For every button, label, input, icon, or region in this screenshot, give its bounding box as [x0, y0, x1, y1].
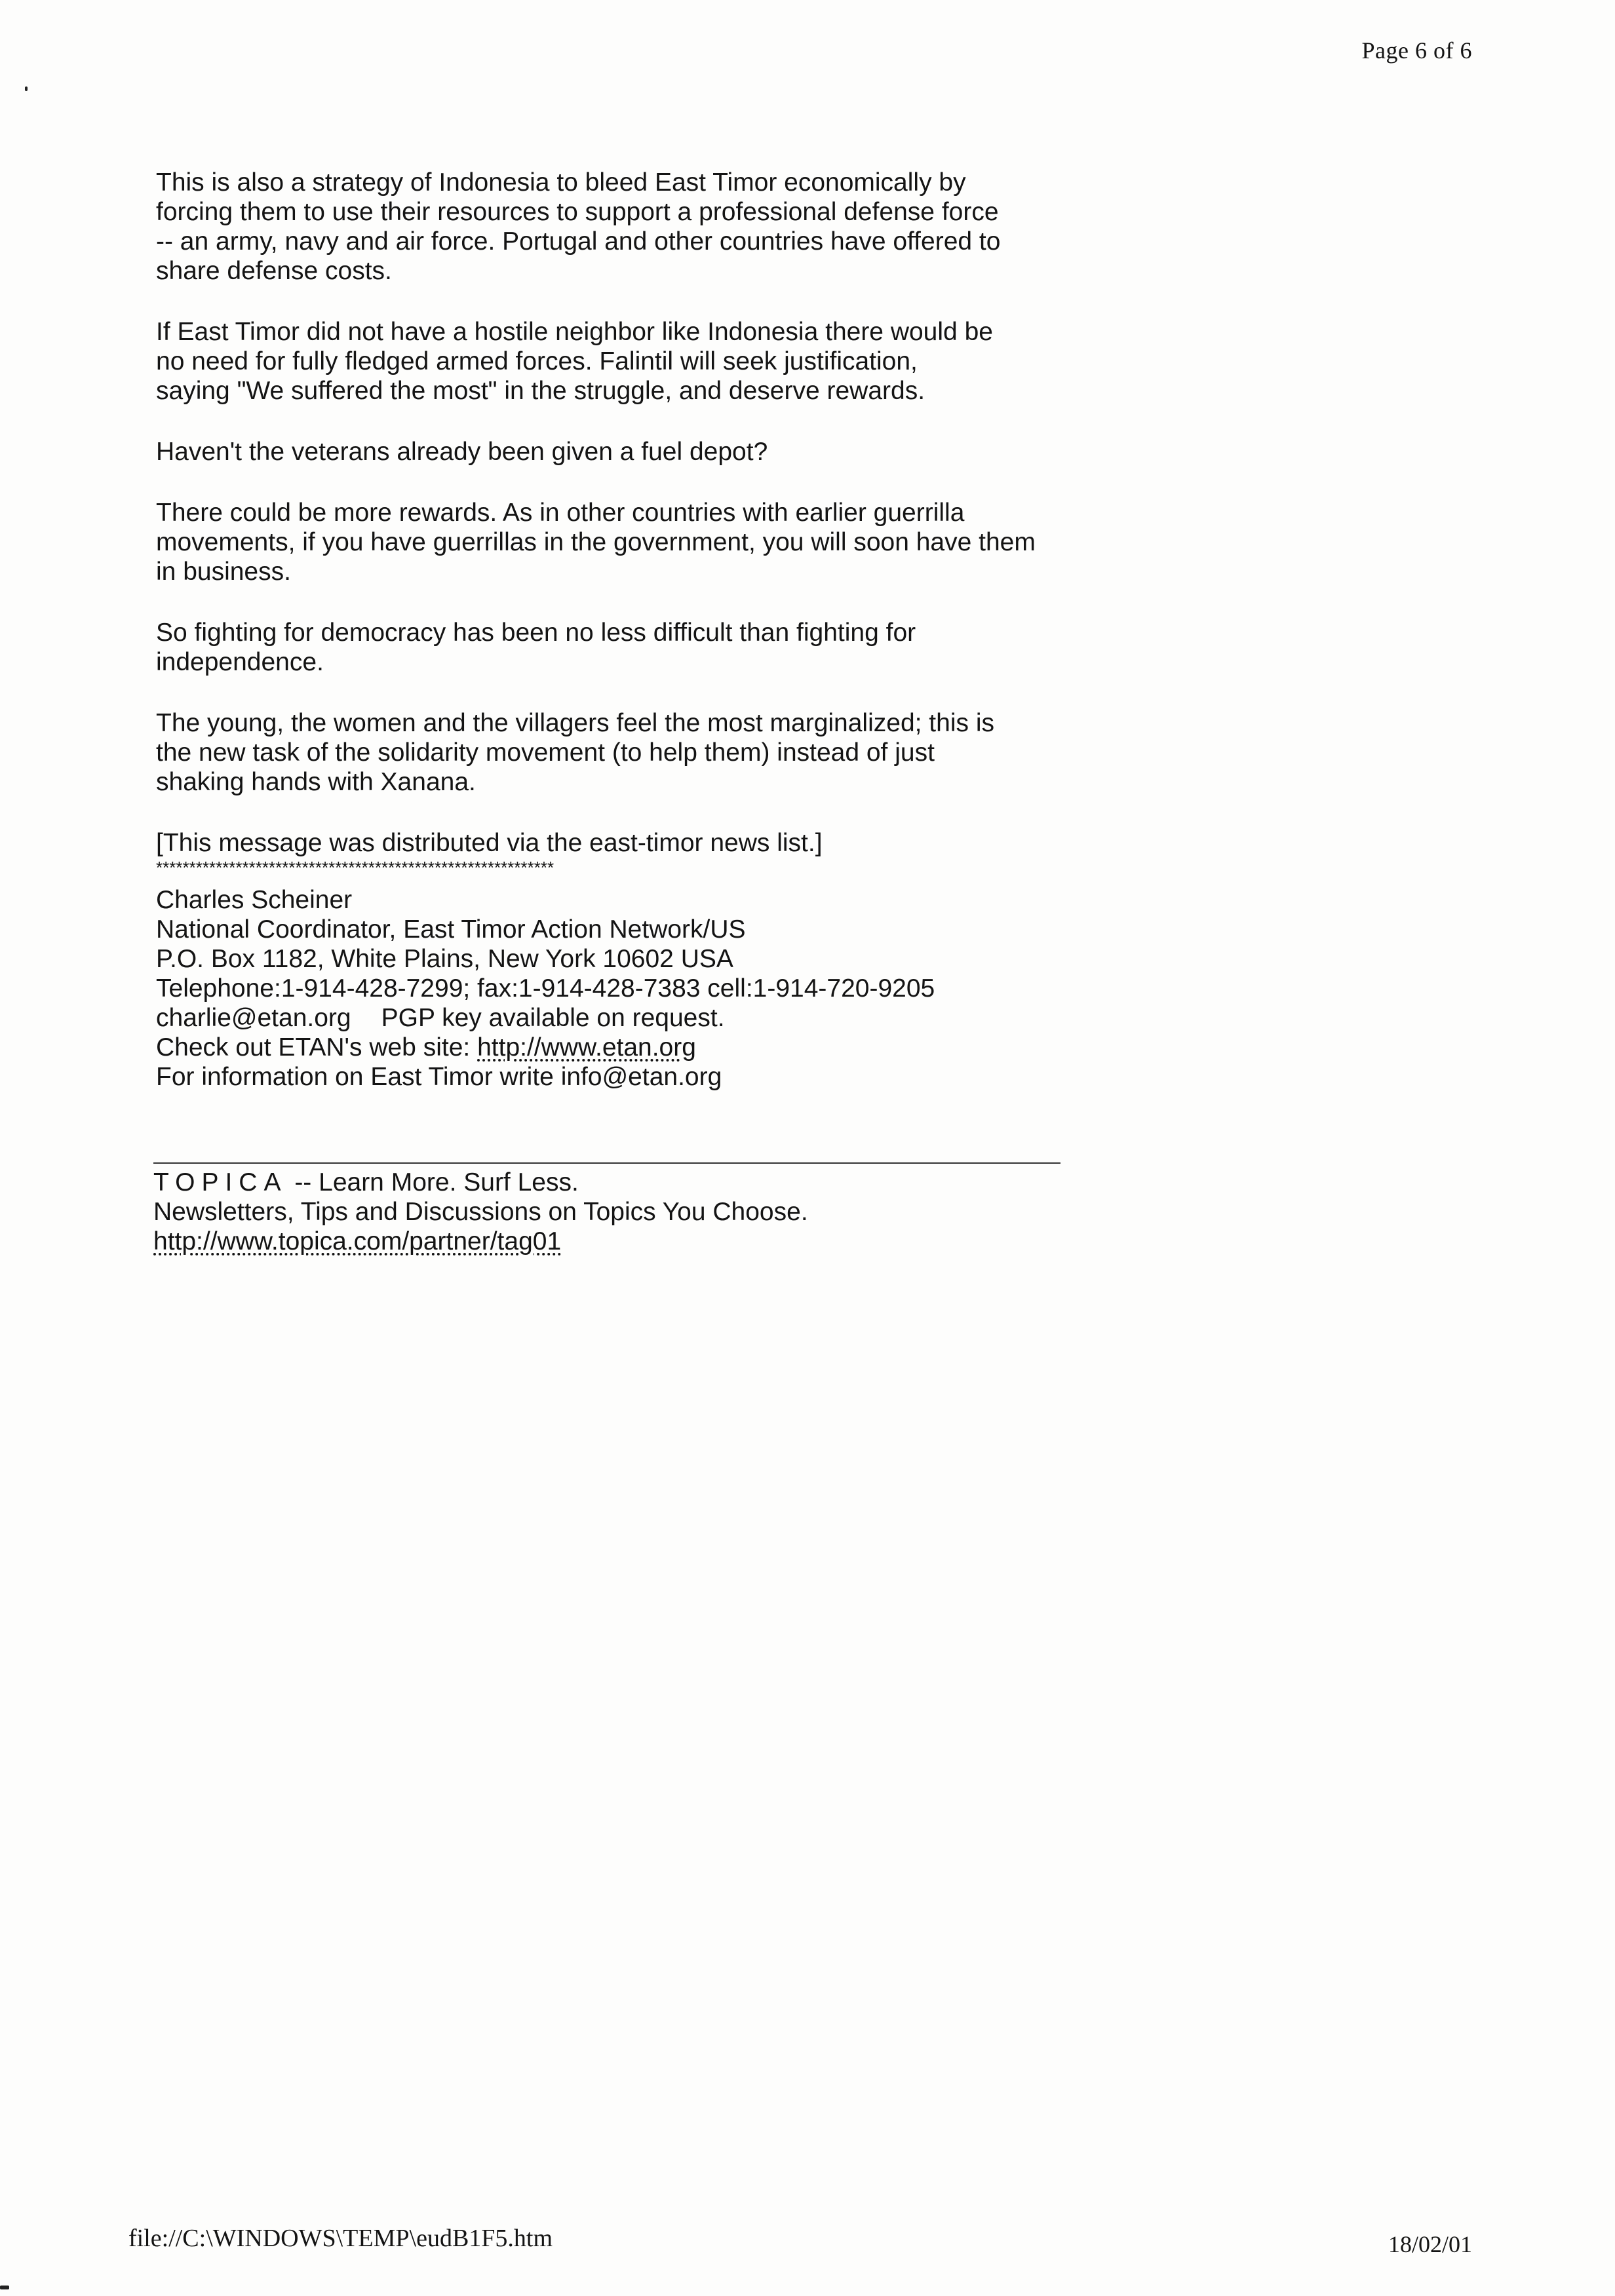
paragraph-4: There could be more rewards. As in other countries with earlier guerrilla movements, if you have guerrillas in the government, you will soon have them in business.	[156, 499, 1036, 586]
signature-name: Charles Scheiner	[156, 886, 353, 914]
paragraph-3: Haven't the veterans already been given a fuel depot?	[156, 438, 768, 466]
topica-brand: TOPICA	[153, 1168, 288, 1196]
signature-pgp: PGP key available on request.	[381, 1004, 725, 1032]
message-body	[156, 168, 1139, 1092]
scan-edge-mark	[0, 2286, 9, 2289]
page-number: Page 6 of 6	[1361, 37, 1472, 64]
distribution-note: [This message was distributed via the east-timor news list.]	[156, 829, 823, 857]
signature-email[interactable]: charlie@etan.org	[156, 1004, 351, 1032]
topica-ad	[153, 1162, 1137, 1256]
signature-website-line	[156, 1033, 1139, 1062]
signature-website-prefix: Check out ETAN's web site:	[156, 1033, 478, 1062]
paragraph-6: The young, the women and the villagers feel the most marginalized; this is the new task of the solidarity movement (to help them) instead of just shaking hands with Xanana.	[156, 709, 995, 796]
asterisk-separator: ************************************************************	[156, 860, 555, 875]
paragraph-5: So fighting for democracy has been no less difficult than fighting for independence.	[156, 619, 916, 676]
etan-website-link[interactable]: http://www.etan.org	[477, 1033, 696, 1062]
signature-title: National Coordinator, East Timor Action Network/US	[156, 915, 746, 944]
scan-speck	[25, 86, 28, 91]
topica-line-1	[153, 1168, 1137, 1197]
paragraph-2: If East Timor did not have a hostile neighbor like Indonesia there would be no need for fully fledged armed forces. Falintil will seek justification, saying "We suffered the most" in the struggle, and deserve rewards.	[156, 318, 993, 405]
paragraph-1: This is also a strategy of Indonesia to bleed East Timor economically by forcing them to use their resources to support a professional defense force -- an army, navy and air force. Portugal and other countries have offered to share defense costs.	[156, 168, 1001, 285]
signature-info: For information on East Timor write info@etan.org	[156, 1063, 722, 1091]
topica-link[interactable]: http://www.topica.com/partner/tag01	[153, 1227, 562, 1255]
print-date: 18/02/01	[1388, 2231, 1472, 2257]
topica-line-2: Newsletters, Tips and Discussions on Topics You Choose.	[153, 1198, 808, 1226]
print-file-path: file://C:\WINDOWS\TEMP\eudB1F5.htm	[128, 2225, 553, 2252]
signature-block	[156, 885, 1139, 1092]
topica-tagline: -- Learn More. Surf Less.	[287, 1168, 579, 1196]
signature-address: P.O. Box 1182, White Plains, New York 10602 USA	[156, 945, 733, 973]
signature-phones: Telephone:1-914-428-7299; fax:1-914-428-7383 cell:1-914-720-9205	[156, 974, 935, 1003]
signature-email-line	[156, 1003, 1139, 1033]
